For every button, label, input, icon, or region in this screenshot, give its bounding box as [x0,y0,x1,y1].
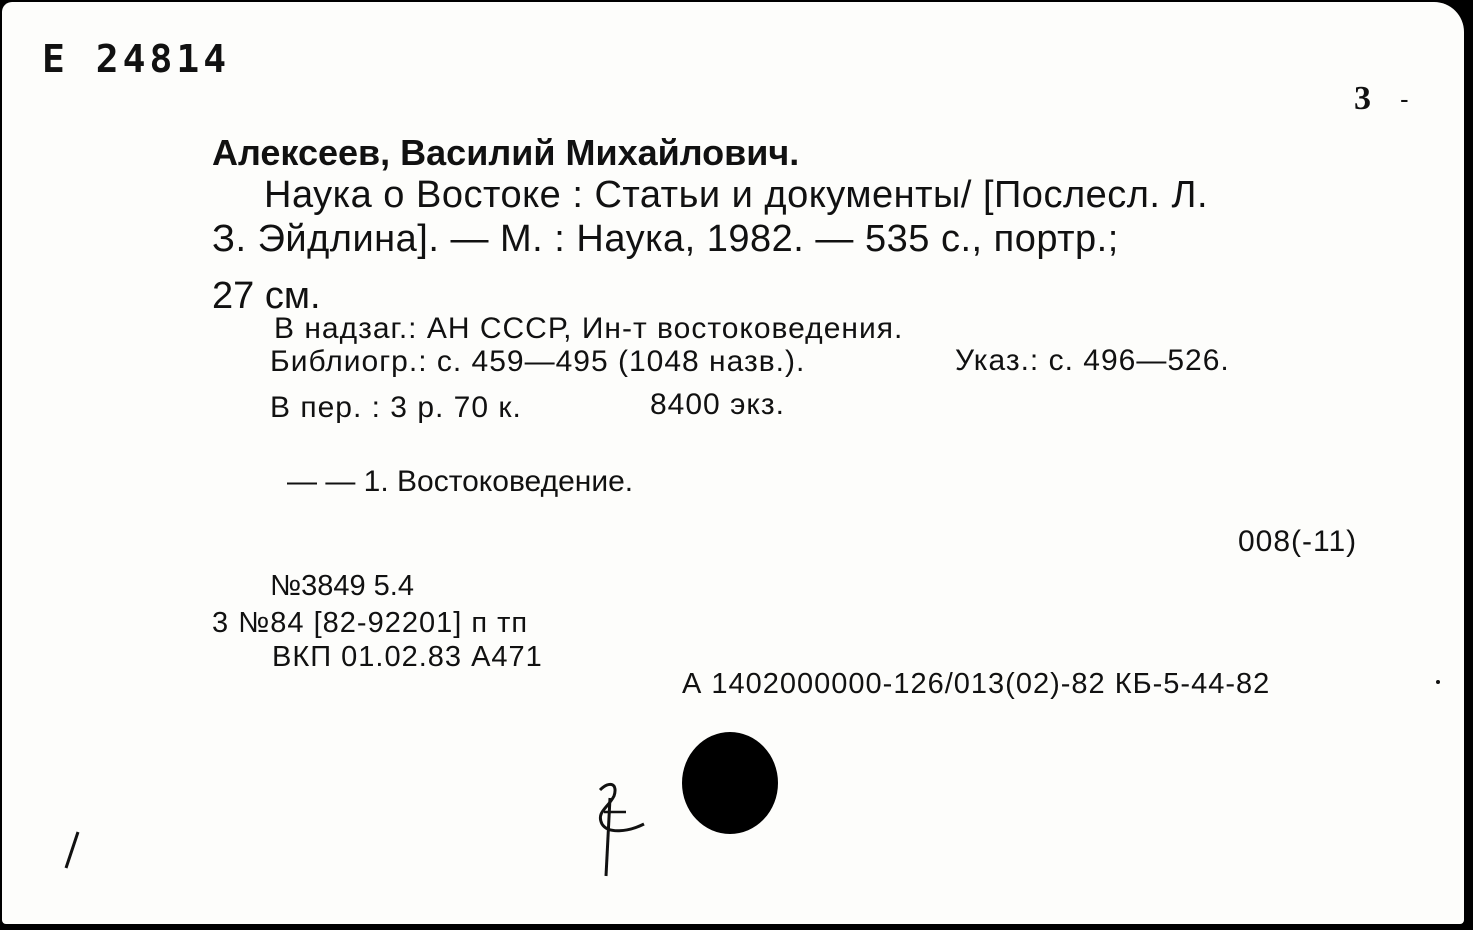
subject-heading: — — 1. Востоковедение. [287,465,634,498]
shelf-mark: Е 24814 [42,37,231,81]
punch-hole [682,732,778,834]
card-dash: - [1400,84,1409,114]
handwritten-mark [592,772,652,882]
record-number: №3849 5.4 [270,570,414,602]
slash-mark [62,830,82,870]
author-heading: Алексеев, Василий Михайлович. [212,132,800,173]
publisher-code: А 1402000000-126/013(02)-82 КБ-5-44-82 [682,668,1271,700]
title-line-1: Наука о Востоке : Статьи и документы/ [Послесл. Л. [264,174,1209,216]
title-line-3: 27 см. [212,275,321,317]
record-date: ВКП 01.02.83 А471 [272,641,543,673]
title-line-2: З. Эйдлина]. — М. : Наука, 1982. — 535 с., портр.; [212,218,1119,260]
note-above-title: В надзаг.: АН СССР, Ин-т востоковедения. [274,312,904,345]
catalog-card [2,2,1464,924]
classification-code: 008(-11) [1238,525,1358,558]
dot-mark [1436,680,1440,684]
note-index: Указ.: с. 496—526. [955,344,1230,377]
card-number: 3 [1354,80,1371,117]
note-price: В пер. : 3 р. 70 к. [270,391,522,424]
record-number-2: 3 №84 [82-92201] п тп [212,607,529,639]
note-copies: 8400 экз. [650,388,785,421]
note-bibliography: Библиогр.: с. 459—495 (1048 назв.). [270,345,806,378]
